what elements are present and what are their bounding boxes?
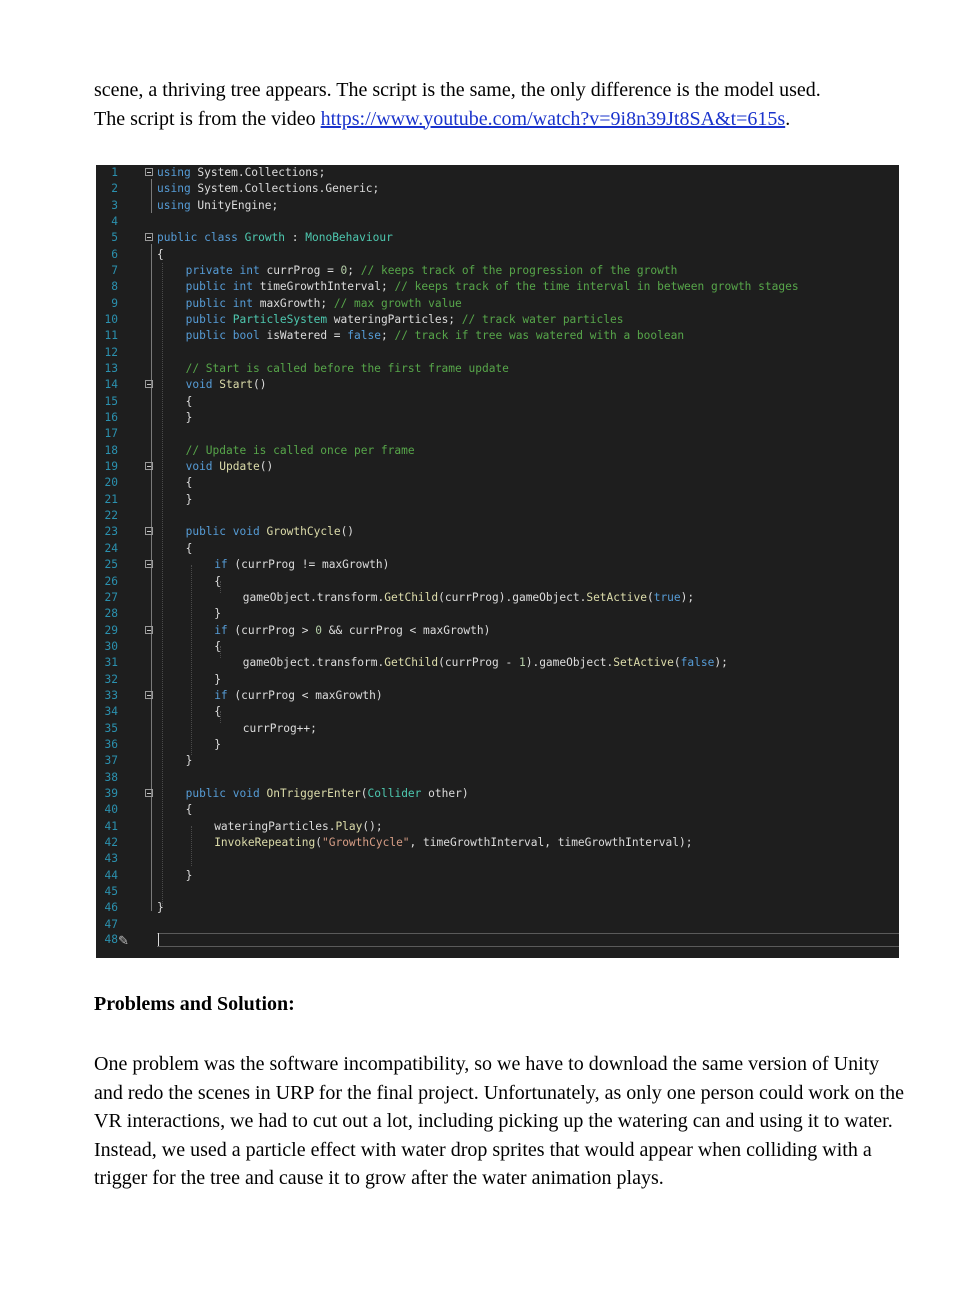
code-text: } (185, 754, 193, 768)
code-line (96, 492, 899, 508)
line-number: 24 (104, 541, 118, 555)
code-line (96, 868, 899, 884)
code-line (96, 606, 899, 622)
code-line (96, 835, 899, 851)
line-number: 43 (104, 852, 118, 866)
line-number: 46 (104, 901, 118, 915)
code-line (96, 639, 899, 655)
line-number: 15 (104, 394, 118, 408)
line-number: 12 (104, 345, 118, 359)
code-line (96, 917, 899, 933)
code-text: if (currProg < maxGrowth) (214, 688, 383, 702)
fold-toggle-icon[interactable] (145, 380, 153, 388)
code-text: void Update() (185, 460, 274, 474)
code-text: { (214, 574, 221, 588)
line-number: 4 (111, 215, 118, 229)
code-text: private int currProg = 0; // keeps track of the progression of the growth (185, 264, 678, 278)
code-text: wateringParticles.Play(); (214, 819, 383, 833)
line-number: 13 (104, 362, 118, 376)
code-line (96, 753, 899, 769)
code-line (96, 198, 899, 214)
code-line (96, 247, 899, 263)
line-number: 34 (104, 705, 118, 719)
line-number: 33 (104, 688, 118, 702)
code-text: using System.Collections.Generic; (157, 182, 380, 196)
line-number: 21 (104, 492, 118, 506)
text-caret (158, 933, 159, 946)
code-text: void Start() (185, 378, 267, 392)
code-text: // Update is called once per frame (185, 443, 415, 457)
code-text: public int timeGrowthInterval; // keeps track of the time interval in between growth stages (185, 280, 799, 294)
code-text: { (214, 705, 221, 719)
code-text: currProg++; (242, 721, 317, 735)
code-line (96, 819, 899, 835)
code-line (96, 704, 899, 720)
line-number: 28 (104, 607, 118, 621)
code-line (96, 426, 899, 442)
code-line (96, 214, 899, 230)
code-text: } (185, 868, 193, 882)
line-number: 26 (104, 574, 118, 588)
pencil-icon: ✎ (118, 933, 129, 948)
line-number: 14 (104, 378, 118, 392)
line-number: 40 (104, 803, 118, 817)
intro-paragraph (94, 76, 904, 133)
line-number: 47 (104, 917, 118, 931)
code-text: using System.Collections; (157, 166, 326, 179)
line-number: 27 (104, 590, 118, 604)
code-text: if (currProg > 0 && currProg < maxGrowth) (214, 623, 491, 637)
code-line (96, 181, 899, 197)
code-line (96, 770, 899, 786)
code-line (96, 443, 899, 459)
code-text: } (214, 607, 221, 621)
code-text: { (185, 541, 193, 555)
code-line (96, 688, 899, 704)
code-line (96, 851, 899, 867)
line-number: 2 (111, 182, 118, 196)
code-text: } (185, 411, 193, 425)
line-number: 36 (104, 737, 118, 751)
code-text: { (157, 247, 164, 261)
line-number: 10 (104, 313, 118, 327)
code-text: { (185, 803, 193, 817)
code-line (96, 508, 899, 524)
code-line (96, 721, 899, 737)
line-number: 39 (104, 786, 118, 800)
intro-line-1: scene, a thriving tree appears. The script is the same, the only difference is the model used. (94, 79, 821, 101)
line-number: 35 (104, 721, 118, 735)
line-number: 7 (111, 264, 118, 278)
code-line (96, 230, 899, 246)
code-text: { (214, 639, 221, 653)
code-text: public void OnTriggerEnter(Collider other) (185, 786, 469, 800)
video-link[interactable]: https://www.youtube.com/watch?v=9i8n39Jt8SA&t=615s (320, 107, 786, 130)
code-line (96, 802, 899, 818)
line-number: 3 (111, 198, 118, 212)
line-number: 9 (111, 296, 118, 310)
code-text: } (157, 901, 164, 915)
line-number: 11 (104, 329, 118, 343)
code-text: if (currProg != maxGrowth) (214, 558, 390, 572)
code-line (96, 165, 899, 181)
fold-toggle-icon[interactable] (145, 527, 153, 535)
code-line (96, 263, 899, 279)
section-heading: Problems and Solution: (94, 993, 295, 1015)
code-line (96, 394, 899, 410)
code-line (96, 557, 899, 573)
code-text: gameObject.transform.GetChild(currProg).gameObject.SetActive(true); (242, 590, 695, 604)
line-number: 23 (104, 525, 118, 539)
line-number: 32 (104, 672, 118, 686)
code-line (96, 524, 899, 540)
code-line (96, 590, 899, 606)
fold-toggle-icon[interactable] (145, 560, 153, 568)
code-line (96, 786, 899, 802)
line-number: 31 (104, 656, 118, 670)
code-text: public int maxGrowth; // max growth value (185, 296, 462, 310)
code-line (96, 377, 899, 393)
code-text: using UnityEngine; (157, 198, 279, 212)
line-number: 16 (104, 411, 118, 425)
line-number: 5 (111, 231, 118, 245)
fold-toggle-icon[interactable] (145, 233, 153, 241)
code-line (96, 345, 899, 361)
body-paragraph: One problem was the software incompatibility, so we have to download the same version of Unity and redo the scenes in URP for the final project. Unfortunately, as only one person could work on the VR interactions, we had to cut out a lot, including picking up the watering can and using it to water. Instead, we used a particle effect with water drop sprites that would appear when colliding with a trigger for the tree and cause it to grow after the water animation plays. (94, 1053, 904, 1189)
line-number: 19 (104, 460, 118, 474)
code-text: } (214, 737, 221, 751)
code-line (96, 312, 899, 328)
line-number: 30 (104, 639, 118, 653)
line-number: 18 (104, 443, 118, 457)
intro-line-2-suffix: . (785, 107, 791, 130)
fold-toggle-icon[interactable] (145, 168, 153, 176)
code-line (96, 279, 899, 295)
fold-toggle-icon[interactable] (145, 626, 153, 634)
line-number: 44 (104, 868, 118, 882)
line-number: 22 (104, 509, 118, 523)
code-line (96, 296, 899, 312)
line-number: 25 (104, 558, 118, 572)
code-line (96, 655, 899, 671)
line-number: 29 (104, 623, 118, 637)
code-line (96, 459, 899, 475)
code-text: // Start is called before the first frame update (185, 362, 509, 376)
code-line (96, 541, 899, 557)
code-line (96, 475, 899, 491)
code-screenshot (96, 165, 899, 958)
code-text: public ParticleSystem wateringParticles; // track water particles (185, 313, 624, 327)
code-text: public void GrowthCycle() (185, 525, 355, 539)
intro-line-2-prefix: The script is from the video (94, 107, 321, 130)
code-text: InvokeRepeating("GrowthCycle", timeGrowthInterval, timeGrowthInterval); (214, 835, 693, 849)
line-number: 6 (111, 247, 118, 261)
line-number: 37 (104, 754, 118, 768)
fold-toggle-icon[interactable] (145, 462, 153, 470)
code-text: public bool isWatered = false; // track if tree was watered with a boolean (185, 329, 685, 343)
code-line (96, 900, 899, 916)
code-line (96, 328, 899, 344)
line-number: 17 (104, 427, 118, 441)
code-line (96, 884, 899, 900)
fold-toggle-icon[interactable] (145, 691, 153, 699)
code-text: } (185, 492, 193, 506)
horizontal-scrollbar[interactable] (157, 933, 899, 947)
line-number: 1 (111, 166, 118, 179)
code-text: public class Growth : MonoBehaviour (157, 231, 393, 245)
line-number: 48 (104, 933, 118, 946)
code-line (96, 672, 899, 688)
code-text: { (185, 476, 193, 490)
code-text: { (185, 394, 193, 408)
code-text: } (214, 672, 221, 686)
line-number: 20 (104, 476, 118, 490)
code-line (96, 623, 899, 639)
line-number: 41 (104, 819, 118, 833)
code-line (96, 410, 899, 426)
code-line (96, 737, 899, 753)
code-line (96, 574, 899, 590)
line-number: 38 (104, 770, 118, 784)
code-text: gameObject.transform.GetChild(currProg - 1).gameObject.SetActive(false); (242, 656, 728, 670)
line-number: 45 (104, 884, 118, 898)
line-number: 8 (111, 280, 118, 294)
code-line (96, 361, 899, 377)
line-number: 42 (104, 835, 118, 849)
fold-toggle-icon[interactable] (145, 789, 153, 797)
